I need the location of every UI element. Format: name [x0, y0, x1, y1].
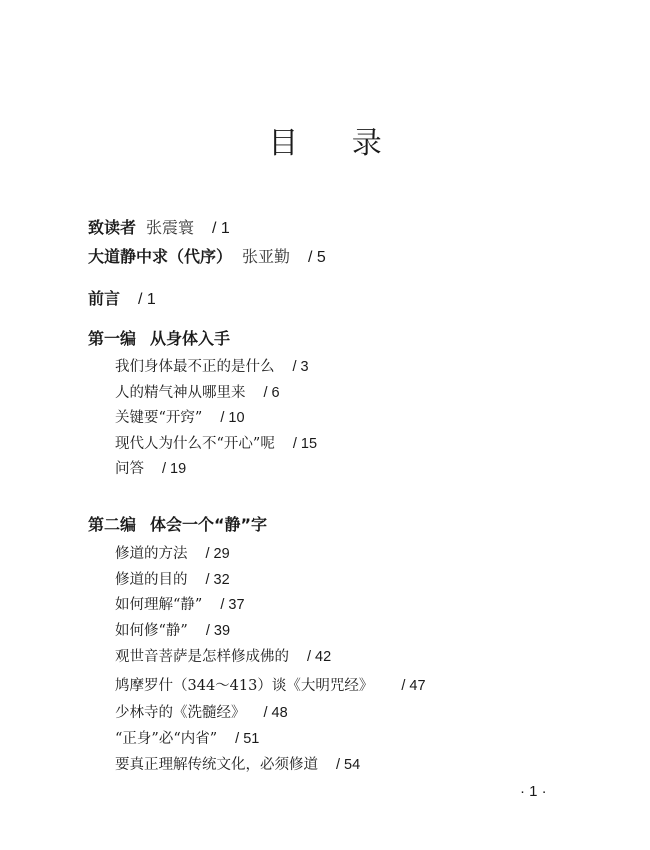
part-title: 体会一个“静”字 — [150, 515, 268, 534]
part-number: 第二编 — [88, 515, 137, 534]
entry-page: / 3 — [292, 359, 309, 375]
entry-title: 问答 — [115, 461, 144, 477]
entry-title: 观世音菩萨是怎样修成佛的 — [115, 649, 289, 665]
entry-page: / 19 — [162, 461, 187, 477]
entry-page: / 42 — [307, 649, 332, 665]
toc-entry-preface-foreword — [88, 246, 326, 269]
toc-entry — [115, 754, 360, 776]
entry-title: 人的精气神从哪里来 — [115, 385, 246, 401]
entry-page: / 6 — [263, 385, 280, 401]
entry-page: / 10 — [220, 410, 245, 426]
entry-page: / 48 — [263, 705, 288, 721]
toc-entry — [115, 543, 230, 565]
entry-title: 大道静中求（代序） — [88, 247, 233, 266]
entry-page: / 51 — [235, 731, 260, 747]
toc-entry-to-readers — [88, 217, 230, 240]
toc-entry — [115, 407, 245, 429]
toc-entry — [115, 594, 245, 616]
entry-page: / 29 — [205, 546, 230, 562]
entry-title: 少林寺的《洗髓经》 — [115, 705, 246, 721]
entry-author: 张震寰 — [146, 218, 195, 237]
page-number: · 1 · — [520, 783, 547, 800]
entry-title: 修道的目的 — [115, 572, 188, 588]
part-heading-2 — [88, 514, 267, 536]
entry-title: 关键要“开窍” — [115, 410, 203, 426]
entry-title: 鸠摩罗什（344～413）谈《大明咒经》 — [115, 678, 374, 694]
entry-page: / 37 — [220, 597, 245, 613]
entry-page: / 39 — [205, 623, 231, 639]
toc-entry — [115, 675, 426, 697]
entry-title: 我们身体最不正的是什么 — [115, 359, 275, 375]
entry-title: 如何修“静” — [115, 623, 188, 639]
entry-title: 致读者 — [88, 218, 137, 237]
entry-title: 如何理解“静” — [115, 597, 203, 613]
entry-title: 现代人为什么不“开心”呢 — [115, 436, 275, 452]
toc-entry — [115, 728, 259, 750]
entry-title: 前言 — [88, 289, 121, 308]
entry-title: 要真正理解传统文化，必须修道 — [115, 757, 318, 773]
toc-entry — [115, 433, 317, 455]
toc-entry — [115, 569, 230, 591]
entry-page: / 15 — [292, 436, 318, 452]
entry-page: / 5 — [308, 249, 326, 266]
part-heading-1 — [88, 328, 230, 350]
part-number: 第一编 — [88, 329, 137, 348]
toc-entry — [115, 382, 280, 404]
toc-entry — [115, 702, 288, 724]
entry-page: / 32 — [205, 572, 230, 588]
part-title: 从身体入手 — [150, 329, 231, 348]
page-title: 目 录 — [268, 126, 404, 161]
entry-page: / 1 — [138, 291, 156, 308]
entry-page: / 47 — [401, 678, 426, 694]
entry-page: / 54 — [336, 757, 361, 773]
toc-entry — [115, 458, 186, 480]
toc-entry — [115, 646, 331, 668]
toc-entry — [115, 356, 309, 378]
entry-author: 张亚勤 — [242, 247, 291, 266]
entry-title: 修道的方法 — [115, 546, 188, 562]
entry-title: “正身”必“内省” — [115, 731, 218, 747]
entry-page: / 1 — [212, 220, 230, 237]
toc-entry — [115, 620, 230, 642]
toc-entry-introduction — [88, 288, 156, 311]
